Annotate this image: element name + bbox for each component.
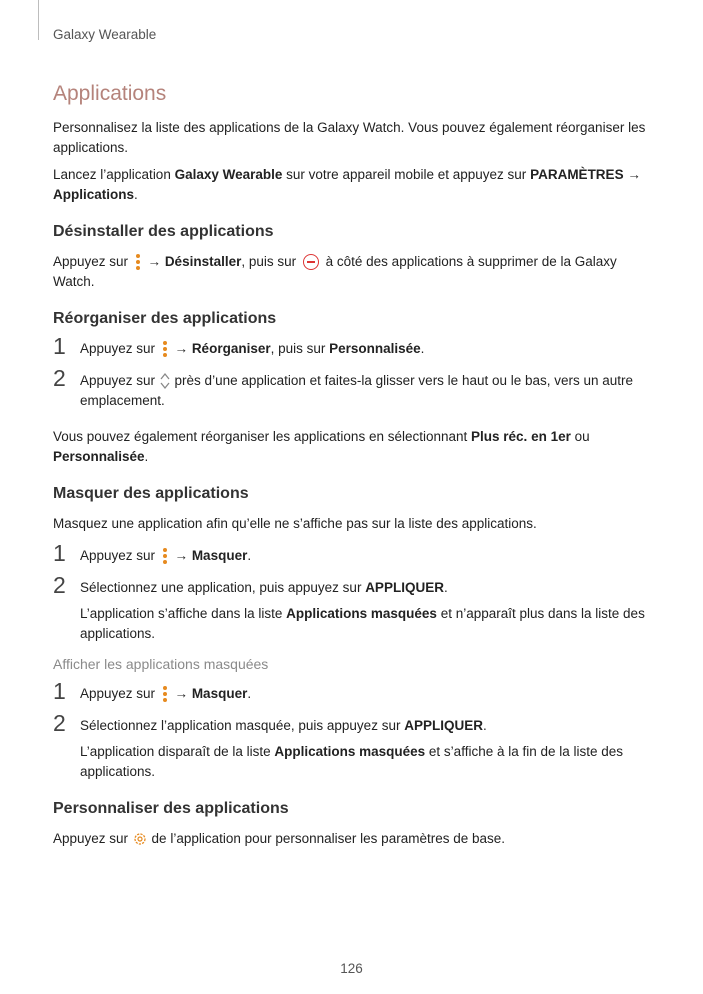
- section-heading: Réorganiser des applications: [53, 310, 277, 327]
- more-options-icon: [161, 547, 169, 565]
- section-reorder: [53, 310, 653, 467]
- step-number: 1: [53, 333, 66, 359]
- step-1: 1 Appuyez sur → Réorganiser, puis sur Personnalisée.: [53, 333, 425, 359]
- step-1: 1 Appuyez sur → Masquer.: [53, 678, 252, 704]
- reorder-note: Vous pouvez également réorganiser les applications en sélectionnant Plus réc. en 1er ou Personnalisée.: [53, 429, 590, 464]
- section-customize: [53, 800, 653, 849]
- step-2: 2 Appuyez sur près d’une application et faites-la glisser vers le haut ou le bas, vers un autre emplacement.: [53, 365, 634, 408]
- section-show-hidden: [53, 656, 653, 782]
- intro-paragraph: Personnalisez la liste des applications de la Galaxy Watch. Vous pouvez également réorganiser les applications.: [53, 120, 646, 155]
- header-divider: [38, 0, 39, 40]
- section-heading: Personnaliser des applications: [53, 800, 289, 817]
- customize-instruction: Appuyez sur de l’application pour personnaliser les paramètres de base.: [53, 831, 506, 846]
- step-number: 1: [53, 678, 66, 704]
- step-2: 2 Sélectionnez l’application masquée, puis appuyez sur APPLIQUER. L’application disparaît de la liste Applications masquées et s’affiche à la fin de la liste des applications.: [53, 710, 624, 779]
- settings-gear-icon: [132, 831, 148, 847]
- remove-circle-icon: [303, 254, 319, 270]
- more-options-icon: [134, 253, 142, 271]
- page-content: [53, 82, 653, 856]
- section-heading: Masquer des applications: [53, 485, 249, 502]
- reorder-handle-icon: [159, 372, 171, 390]
- step-1: 1 Appuyez sur → Masquer.: [53, 540, 252, 566]
- step-number: 1: [53, 540, 66, 566]
- step-2: 2 Sélectionnez une application, puis appuyez sur APPLIQUER. L’application s’affiche dans la liste Applications masquées et n’apparaît plus dans la liste des applications.: [53, 572, 645, 641]
- step-number: 2: [53, 365, 66, 391]
- section-heading: Désinstaller des applications: [53, 223, 274, 240]
- hide-intro: Masquez une application afin qu’elle ne s’affiche pas sur la liste des applications.: [53, 516, 537, 531]
- more-options-icon: [161, 685, 169, 703]
- step-number: 2: [53, 572, 66, 598]
- more-options-icon: [161, 340, 169, 358]
- section-hide: [53, 485, 653, 644]
- section-uninstall: [53, 223, 653, 292]
- page-title: Applications: [53, 82, 167, 105]
- intro-instruction: Lancez l’application Galaxy Wearable sur votre appareil mobile et appuyez sur PARAMÈTRES → Applications.: [53, 167, 641, 202]
- header-title: Galaxy Wearable: [53, 27, 157, 42]
- page-number: 126: [340, 961, 363, 976]
- subsection-heading: Afficher les applications masquées: [53, 656, 269, 672]
- uninstall-instruction: Appuyez sur → Désinstaller, puis sur à côté des applications à supprimer de la Galaxy Watch.: [53, 254, 617, 289]
- step-number: 2: [53, 710, 66, 736]
